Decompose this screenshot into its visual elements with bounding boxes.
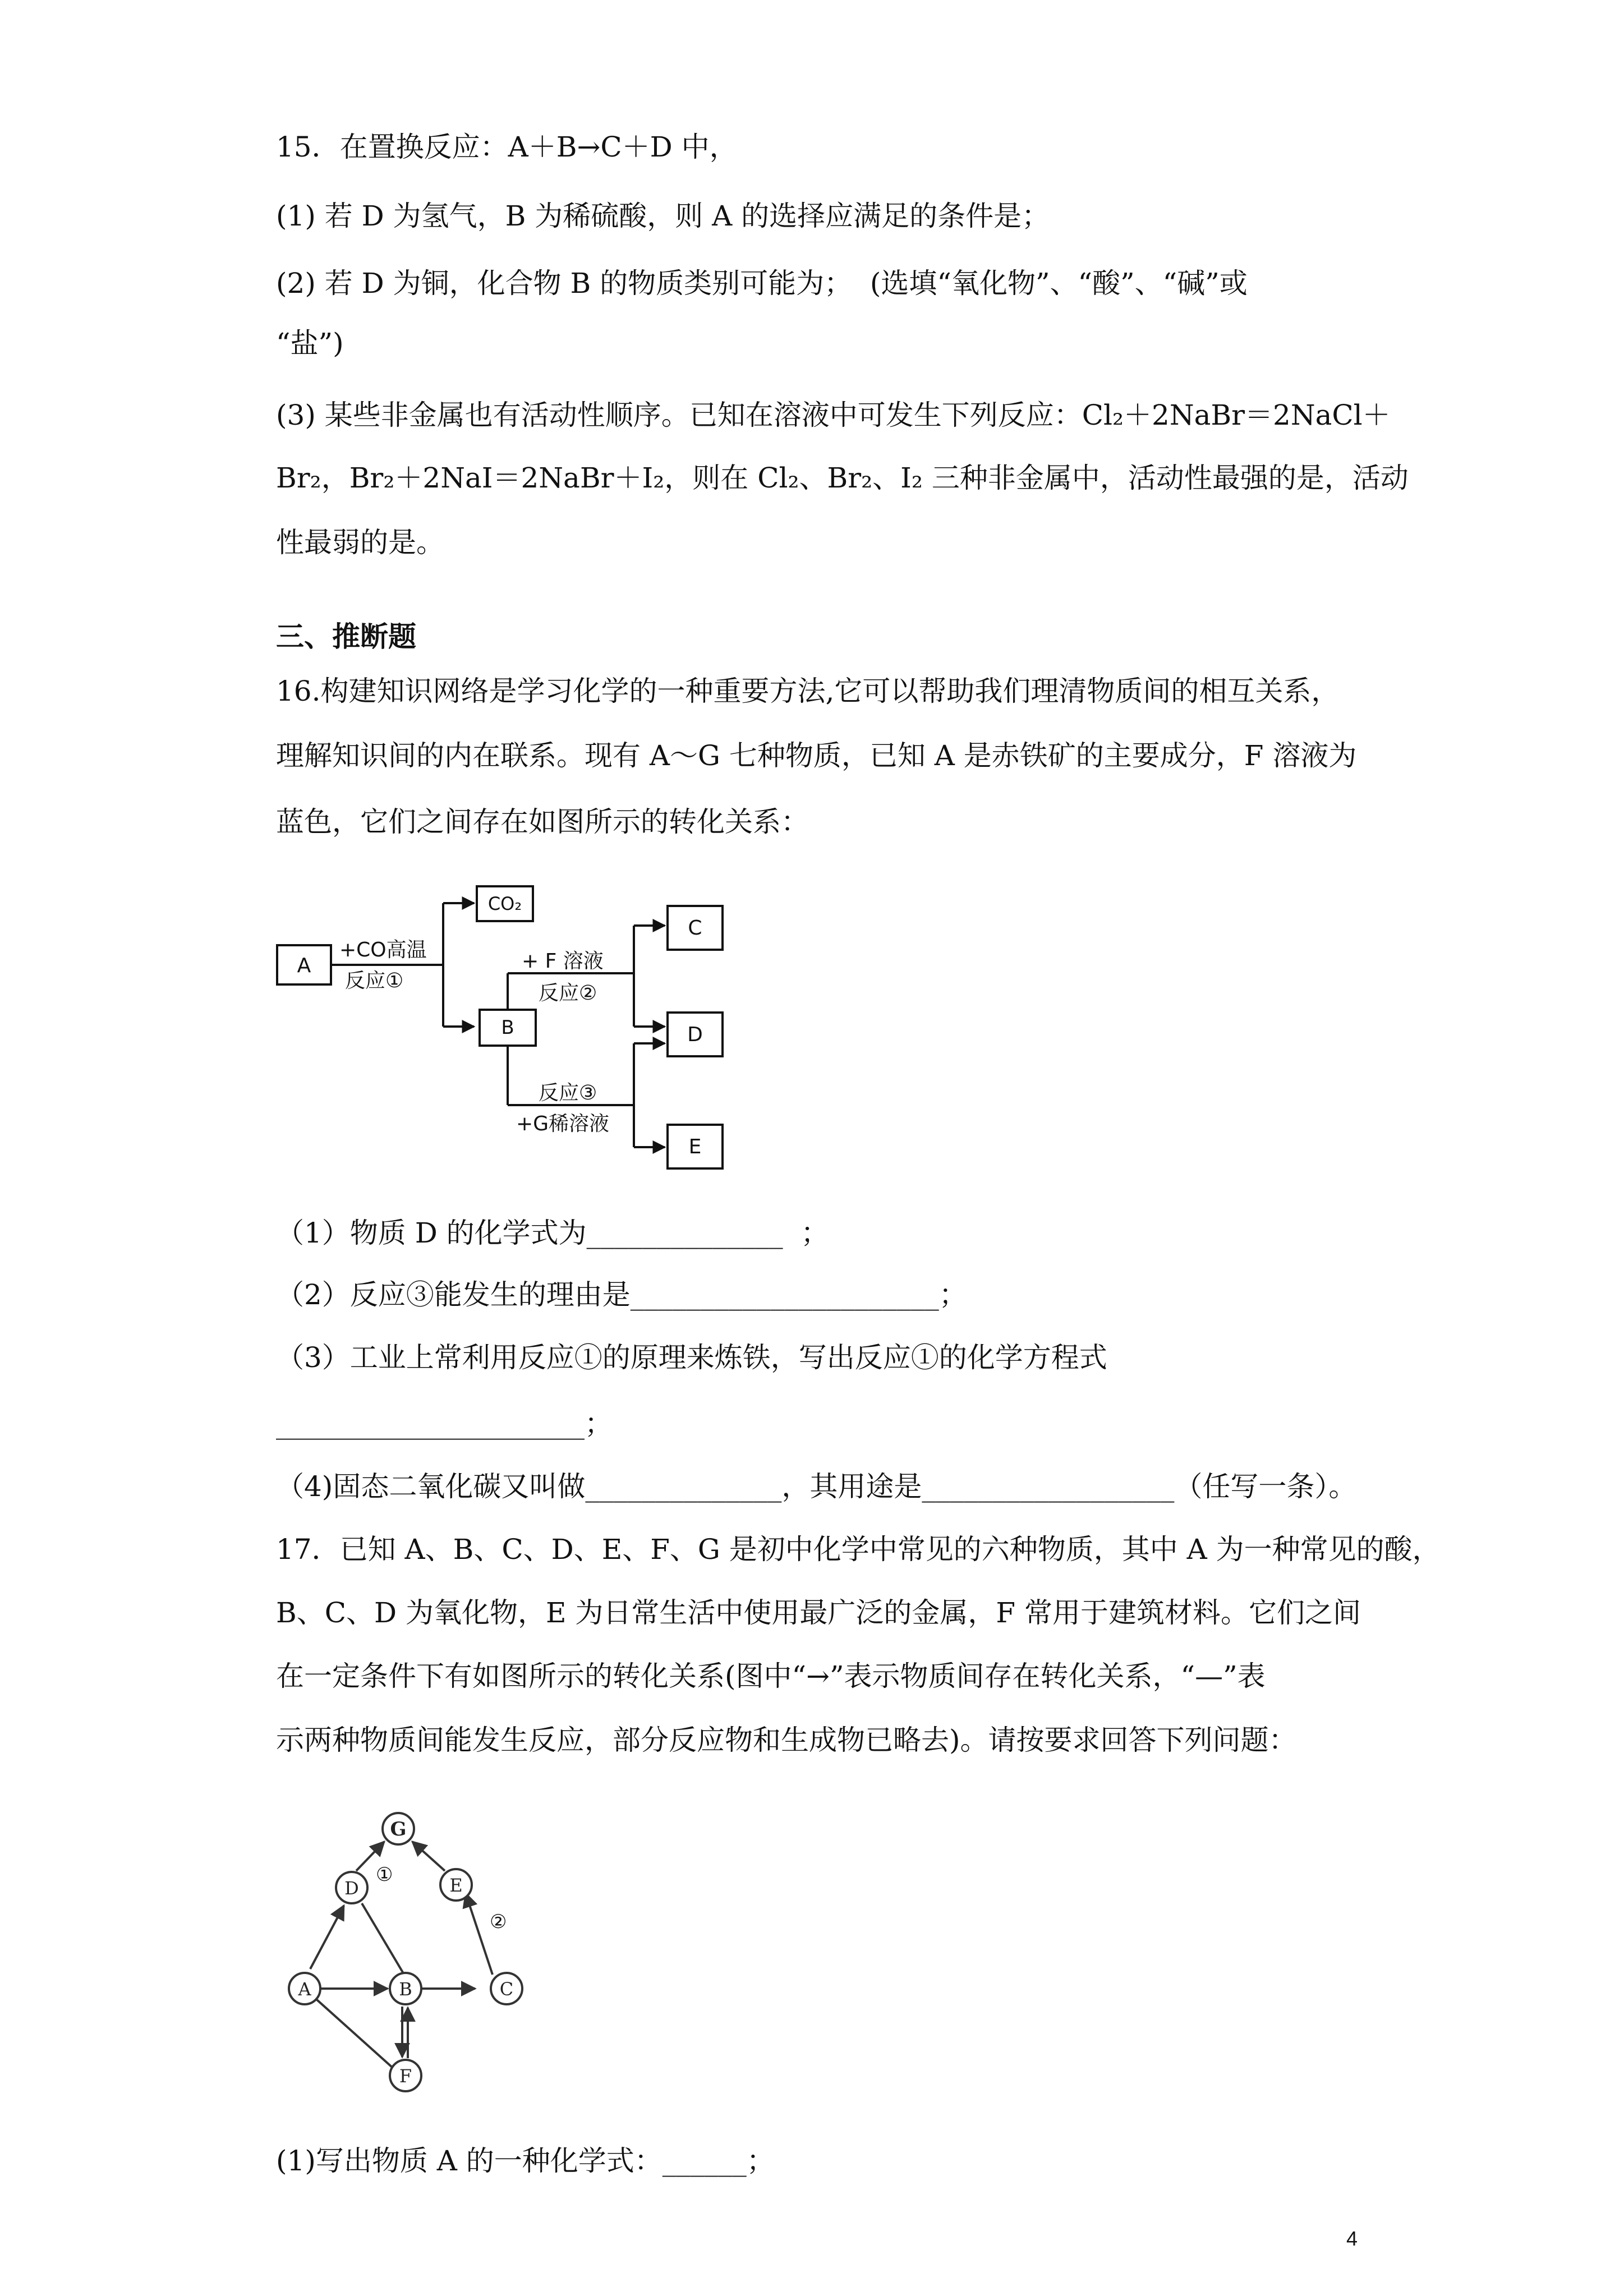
svg-text:E: E — [449, 1875, 463, 1896]
svg-text:D: D — [344, 1878, 359, 1899]
node-g — [383, 1813, 414, 1844]
svg-text:C: C — [688, 917, 702, 940]
svg-text:D: D — [687, 1023, 703, 1046]
svg-text:A: A — [297, 954, 311, 977]
node-d — [336, 1872, 367, 1903]
q15-line-7: 性最弱的是。 — [276, 526, 444, 559]
node-f — [390, 2060, 421, 2091]
svg-text:B: B — [399, 1978, 412, 2000]
box-a — [277, 945, 331, 984]
q17-line-4: 示两种物质间能发生反应，部分反应物和生成物已略去)。请按要求回答下列问题： — [276, 1724, 1297, 1756]
node-a — [289, 1973, 320, 2004]
mark-reaction-1: ① — [376, 1864, 393, 1886]
q15-line-4: “盐”) — [276, 327, 344, 360]
q16-sub-1: （1）物质 D 的化学式为______________ ； — [276, 1217, 829, 1249]
q16-sub-2: （2）反应③能发生的理由是______________________； — [276, 1278, 967, 1311]
svg-text:A: A — [298, 1978, 311, 2000]
q16-line-1: 16.构建知识网络是学习化学的一种重要方法,它可以帮助我们理清物质间的相互关系， — [276, 675, 1340, 707]
label-reaction3: 反应③ — [539, 1082, 597, 1105]
q15-line-3: (2) 若 D 为铜，化合物 B 的物质类别可能为； (选填“氧化物”、“酸”、“碱”或 — [276, 267, 1248, 300]
box-b — [480, 1010, 536, 1046]
label-reaction1-condition: +CO高温 — [339, 938, 427, 961]
svg-text:B: B — [501, 1016, 514, 1039]
svg-text:C: C — [499, 1978, 514, 2000]
q16-diagram — [269, 875, 752, 1178]
q16-sub-4: （4)固态二氧化碳又叫做______________，其用途是__________________（任写一条）。 — [276, 1470, 1357, 1503]
box-d — [668, 1013, 723, 1056]
box-c — [668, 906, 723, 950]
label-reaction2-reagent: + F 溶液 — [522, 950, 604, 973]
q17-line-2: B、C、D 为氧化物，E 为日常生活中使用最广泛的金属，F 常用于建筑材料。它们之间 — [276, 1596, 1361, 1629]
q16-line-3: 蓝色，它们之间存在如图所示的转化关系： — [276, 806, 809, 838]
box-co2 — [477, 886, 533, 921]
q17-sub-1: (1)写出物质 A 的一种化学式：______； — [276, 2145, 775, 2177]
label-reaction1: 反应① — [345, 969, 404, 992]
mark-reaction-2: ② — [490, 1911, 507, 1933]
q15-line-6: Br₂，Br₂＋2NaI＝2NaBr＋I₂，则在 Cl₂、Br₂、I₂ 三种非金属中，活动性最强的是，活动 — [276, 462, 1409, 494]
q17-graph — [278, 1809, 541, 2101]
svg-text:F: F — [399, 2065, 412, 2087]
q15-line-1: 15．在置换反应：A＋B→C＋D 中， — [276, 131, 738, 163]
q17-line-3: 在一定条件下有如图所示的转化关系(图中“→”表示物质间存在转化关系，“—”表 — [276, 1660, 1266, 1692]
q16-sub-3a: （3）工业上常利用反应①的原理来炼铁，写出反应①的化学方程式 — [276, 1341, 1107, 1374]
svg-text:E: E — [688, 1135, 702, 1158]
node-e — [440, 1869, 472, 1901]
q17-line-1: 17．已知 A、B、C、D、E、F、G 是初中化学中常见的六种物质，其中 A 为一种常见的酸， — [276, 1533, 1441, 1566]
svg-text:CO₂: CO₂ — [487, 893, 522, 914]
section-title: 三、推断题 — [276, 620, 416, 653]
label-reaction2: 反应② — [539, 982, 597, 1005]
node-b — [390, 1973, 421, 2004]
q15-line-2: (1) 若 D 为氢气，B 为稀硫酸，则 A 的选择应满足的条件是； — [276, 200, 1050, 232]
node-c — [491, 1973, 522, 2004]
page-number: 4 — [1346, 2227, 1358, 2250]
svg-text:G: G — [390, 1818, 407, 1841]
q16-line-2: 理解知识间的内在联系。现有 A～G 七种物质，已知 A 是赤铁矿的主要成分，F 溶液为 — [276, 739, 1357, 772]
q15-line-5: (3) 某些非金属也有活动性顺序。已知在溶液中可发生下列反应：Cl₂＋2NaBr＝2NaCl＋ — [276, 399, 1391, 431]
label-reaction3-reagent: +G稀溶液 — [516, 1112, 610, 1135]
q16-sub-3b: ______________________； — [276, 1407, 613, 1440]
box-e — [668, 1125, 723, 1168]
